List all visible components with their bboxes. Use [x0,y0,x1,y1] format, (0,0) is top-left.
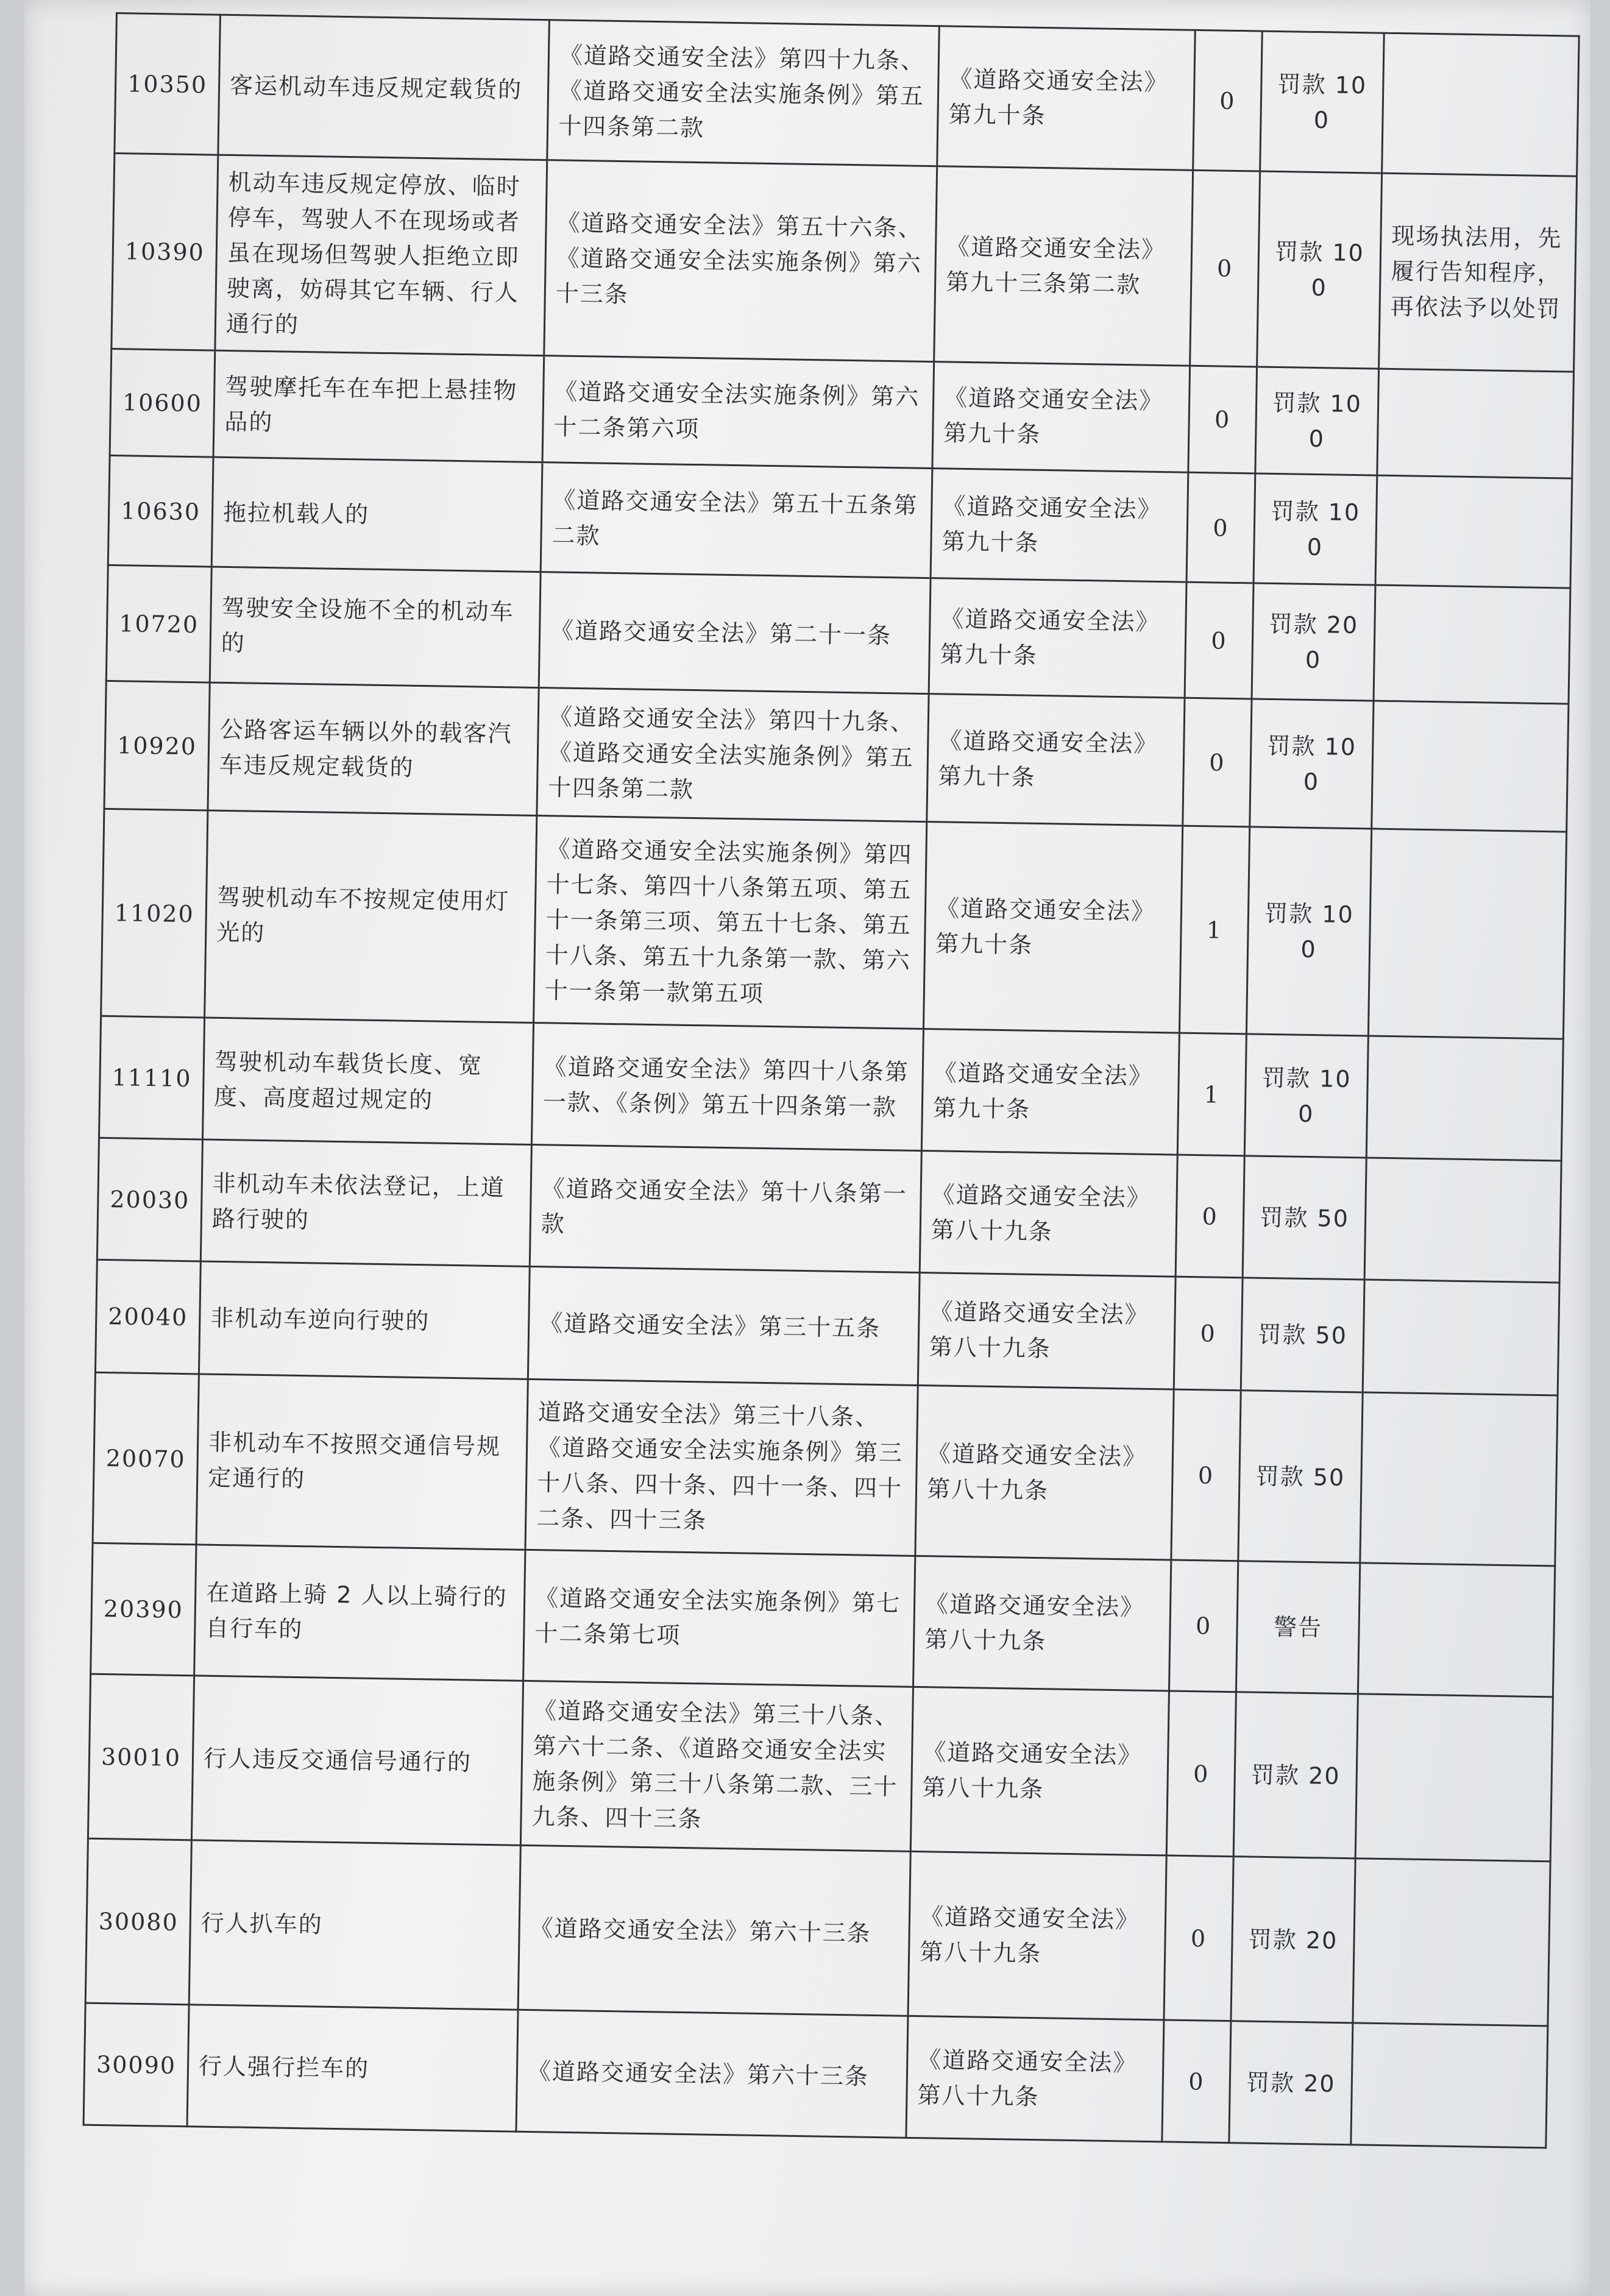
legal-basis: 《道路交通安全法》第五十六条、《道路交通安全法实施条例》第六十三条 [544,160,937,362]
legal-basis: 道路交通安全法》第三十八条、《道路交通安全法实施条例》第三十八条、四十条、四十一条、四十二条、四十三条 [525,1379,918,1556]
remark: 现场执法用，先履行告知程序，再依法予以处罚 [1379,173,1577,372]
table-row [93,1372,1558,1566]
violation-code: 20390 [91,1543,196,1676]
remark [1368,829,1566,1039]
penalty-basis: 《道路交通安全法》第八十九条 [913,1556,1171,1691]
violation-code: 20030 [97,1138,202,1261]
penalty-basis: 《道路交通安全法》第九十条 [929,578,1186,698]
remark [1377,369,1574,478]
violation-code: 10350 [115,13,221,155]
remark [1366,1036,1563,1161]
violation-description: 驾驶安全设施不全的机动车的 [210,567,541,687]
remark [1364,1158,1561,1283]
table-row [91,1543,1555,1697]
table-row [106,565,1570,704]
table-row [101,809,1567,1039]
violation-description: 行人违反交通信号通行的 [191,1676,523,1845]
penalty-basis: 《道路交通安全法》第九十条 [931,469,1188,583]
penalty-basis: 《道路交通安全法》第九十三条第二款 [934,166,1193,366]
table-row [97,1138,1561,1283]
violation-code: 10600 [110,349,215,457]
table-row [85,1838,1550,2026]
violation-description: 拖拉机载人的 [211,457,542,572]
penalty-amount: 罚款 100 [1260,31,1385,173]
legal-basis: 《道路交通安全法实施条例》第四十七条、第四十八条第五项、第五十一条第三项、第五十七条、第五十八条、第五十九条第一款、第六十一条第一款第五项 [534,816,927,1029]
remark [1375,475,1572,588]
remark [1363,1280,1559,1395]
remark [1355,1694,1553,1862]
violation-description: 公路客运车辆以外的载客汽车违反规定载货的 [208,682,539,815]
violation-code: 30010 [88,1674,194,1840]
penalty-amount: 罚款 100 [1246,827,1371,1036]
legal-basis: 《道路交通安全法》第二十一条 [539,572,931,694]
penalty-basis: 《道路交通安全法》第八十九条 [910,1687,1169,1855]
penalty-basis: 《道路交通安全法》第八十九条 [915,1385,1174,1560]
penalty-amount: 罚款 20 [1229,2021,1353,2145]
penalty-basis: 《道路交通安全法》第九十条 [932,362,1190,473]
penalty-amount: 罚款 20 [1231,1857,1355,2023]
penalty-basis: 《道路交通安全法》第八十九条 [918,1272,1176,1389]
penalty-points: 0 [1174,1277,1243,1391]
violation-code: 10630 [108,455,213,567]
penalty-points: 0 [1171,1389,1241,1561]
legal-basis: 《道路交通安全法》第三十五条 [528,1266,920,1385]
penalty-amount: 罚款 100 [1255,367,1379,475]
table-row [115,13,1579,177]
legal-basis: 《道路交通安全法》第五十五条第二款 [541,462,932,578]
penalty-amount: 罚款 50 [1243,1156,1366,1280]
penalty-amount: 罚款 20 [1233,1692,1358,1858]
violation-code: 20040 [95,1260,200,1374]
violation-table [83,12,1580,2149]
penalty-amount: 罚款 50 [1238,1391,1363,1563]
violation-description: 非机动车不按照交通信号规定通行的 [196,1374,528,1550]
penalty-amount: 罚款 100 [1254,473,1377,585]
penalty-points: 1 [1179,826,1249,1034]
violation-description: 机动车违反规定停放、临时停车，驾驶人不在现场或者虽在现场但驾驶人拒绝立即驶离，妨碍其它车辆、行人通行的 [215,155,547,355]
penalty-points: 0 [1169,1560,1238,1692]
table-row [83,2003,1548,2148]
table-row [99,1016,1563,1161]
legal-basis: 《道路交通安全法实施条例》第七十二条第七项 [523,1550,915,1687]
legal-basis: 《道路交通安全法》第十八条第一款 [530,1144,921,1272]
violation-code: 30080 [85,1838,191,2005]
remark [1360,1392,1558,1566]
penalty-basis: 《道路交通安全法》第八十九条 [908,1851,1166,2020]
remark [1382,33,1580,176]
violation-code: 11110 [99,1016,204,1139]
violation-code: 30090 [83,2003,189,2127]
penalty-amount: 罚款 100 [1257,171,1382,369]
table-row [88,1674,1553,1862]
violation-code: 10920 [104,681,210,810]
penalty-basis: 《道路交通安全法》第八十九条 [906,2016,1164,2142]
table-row [112,153,1577,372]
document-page [24,0,1590,2296]
penalty-basis: 《道路交通安全法》第九十条 [937,26,1196,171]
legal-basis: 《道路交通安全法实施条例》第六十二条第六项 [542,356,934,469]
legal-basis: 《道路交通安全法》第四十八条第一款、《条例》第五十四条第一款 [531,1022,923,1150]
penalty-points: 0 [1190,170,1260,367]
table-row [104,681,1569,832]
legal-basis: 《道路交通安全法》第四十九条、《道路交通安全法实施条例》第五十四条第二款 [537,688,929,822]
penalty-amount: 罚款 100 [1250,699,1374,829]
legal-basis: 《道路交通安全法》第三十八条、第六十二条、《道路交通安全法实施条例》第三十八条第二款、三十九条、四十三条 [520,1681,913,1851]
penalty-points: 0 [1176,1155,1244,1278]
penalty-basis: 《道路交通安全法》第九十条 [921,1029,1179,1155]
violation-code: 11020 [101,809,208,1018]
penalty-points: 0 [1164,1855,1233,2021]
penalty-points: 0 [1186,472,1255,583]
violation-code: 10720 [106,565,211,682]
violation-code: 10390 [112,153,218,350]
violation-description: 行人强行拦车的 [187,2005,518,2131]
remark [1351,2023,1548,2148]
penalty-amount: 罚款 50 [1241,1278,1364,1392]
penalty-points: 0 [1166,1691,1236,1857]
legal-basis: 《道路交通安全法》第四十九条、《道路交通安全法实施条例》第五十四条第二款 [547,20,940,166]
penalty-basis: 《道路交通安全法》第八十九条 [920,1151,1177,1277]
violation-table-body [83,13,1579,2148]
legal-basis: 《道路交通安全法》第六十三条 [516,2010,908,2138]
violation-description: 驾驶机动车不按规定使用灯光的 [205,810,537,1022]
penalty-amount: 罚款 100 [1244,1034,1368,1158]
violation-description: 驾驶机动车载货长度、宽度、高度超过规定的 [202,1018,533,1144]
penalty-amount: 罚款 200 [1252,583,1375,701]
violation-description: 在道路上骑 2 人以上骑行的自行车的 [194,1545,525,1681]
legal-basis: 《道路交通安全法》第六十三条 [518,1845,910,2016]
penalty-points: 0 [1162,2020,1231,2143]
remark [1353,1858,1550,2026]
violation-description: 非机动车逆向行驶的 [199,1261,530,1379]
penalty-amount: 警告 [1236,1561,1360,1694]
remark [1374,585,1570,704]
penalty-points: 0 [1193,30,1263,171]
violation-code: 20070 [93,1372,199,1545]
remark [1372,701,1569,832]
table-row [95,1260,1559,1395]
violation-description: 行人扒车的 [189,1840,520,2010]
penalty-points: 0 [1185,582,1254,699]
penalty-basis: 《道路交通安全法》第九十条 [927,694,1185,826]
violation-description: 客运机动车违反规定载货的 [218,15,550,160]
penalty-points: 0 [1183,698,1252,827]
remark [1358,1563,1555,1697]
violation-description: 非机动车未依法登记，上道路行驶的 [200,1139,531,1266]
penalty-points: 0 [1188,366,1257,473]
violation-description: 驾驶摩托车在车把上悬挂物品的 [213,350,544,462]
penalty-points: 1 [1177,1033,1246,1156]
penalty-basis: 《道路交通安全法》第九十条 [923,822,1182,1033]
